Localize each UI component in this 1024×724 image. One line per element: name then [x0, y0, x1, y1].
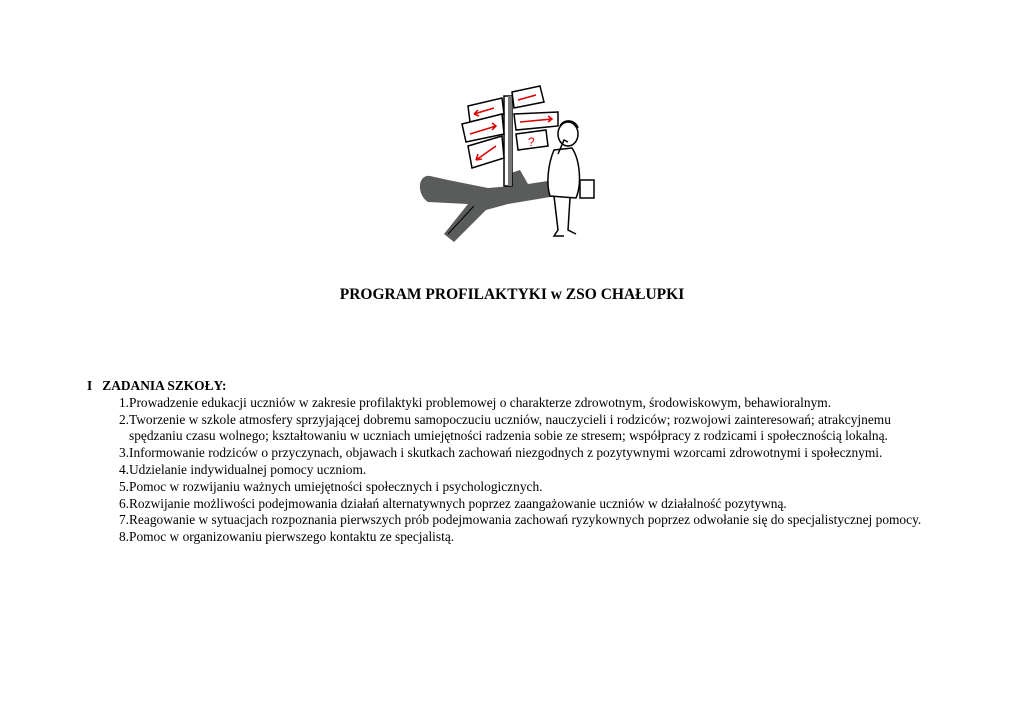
list-item-number: 3.	[118, 445, 129, 461]
svg-text:?: ?	[528, 135, 535, 149]
list-item-number: 6.	[118, 495, 129, 511]
list-item-number: 8.	[118, 529, 129, 545]
list-item-text: Tworzenie w szkole atmosfery sprzyjającej dobremu samopoczuciu uczniów, nauczycieli i rodziców; rozwojowi zainteresowań; atrakcyjnemu spędzaniu czasu wolnego; kształtowaniu w uczniach umiejętności radzenia sobie ze stresem; współpracy z rodzicami i społecznością lokalną.	[129, 411, 891, 444]
section-number: I	[87, 378, 93, 393]
page-title: PROGRAM PROFILAKTYKI w ZSO CHAŁUPKI	[339, 286, 685, 303]
list-item-number: 7.	[118, 512, 129, 528]
list-item-text: Prowadzenie edukacji uczniów w zakresie profilaktyki problemowej o charakterze zdrowotnym, środowiskowym, behawioralnym.	[129, 394, 832, 410]
section-heading	[87, 378, 939, 395]
list-item-text: Pomoc w rozwijaniu ważnych umiejętności społecznych i psychologicznych.	[129, 478, 543, 494]
list-item-text: Rozwijanie możliwości podejmowania działań alternatywnych poprzez zaangażowanie uczniów w działalność pozytywną.	[129, 495, 787, 511]
list-item	[87, 529, 939, 546]
list-item-number: 4.	[118, 461, 129, 477]
signpost-man-illustration	[408, 84, 618, 244]
list-item	[87, 462, 939, 479]
list-item	[87, 445, 939, 462]
section-heading-text: ZADANIA SZKOŁY:	[102, 378, 227, 393]
list-item-text: Pomoc w organizowaniu pierwszego kontaktu ze specjalistą.	[129, 529, 455, 545]
list-item	[87, 512, 939, 529]
section-tasks	[87, 378, 939, 546]
list-item-number: 1.	[118, 394, 129, 410]
list-item	[87, 395, 939, 412]
list-item	[87, 479, 939, 496]
list-item	[87, 496, 939, 513]
list-item-number: 5.	[118, 478, 129, 494]
task-list	[87, 395, 939, 546]
list-item-text: Informowanie rodziców o przyczynach, objawach i skutkach zachowań niezgodnych z pozytywnymi wzorcami zdrowotnymi i społecznymi.	[129, 445, 883, 461]
list-item-text: Udzielanie indywidualnej pomocy uczniom.	[129, 461, 367, 477]
list-item-number: 2.	[118, 411, 129, 427]
list-item-text: Reagowanie w sytuacjach rozpoznania pierwszych prób podejmowania zachowań ryzykownych poprzez odwołanie się do specjalistycznej pomocy.	[129, 512, 922, 528]
list-item	[87, 412, 939, 446]
